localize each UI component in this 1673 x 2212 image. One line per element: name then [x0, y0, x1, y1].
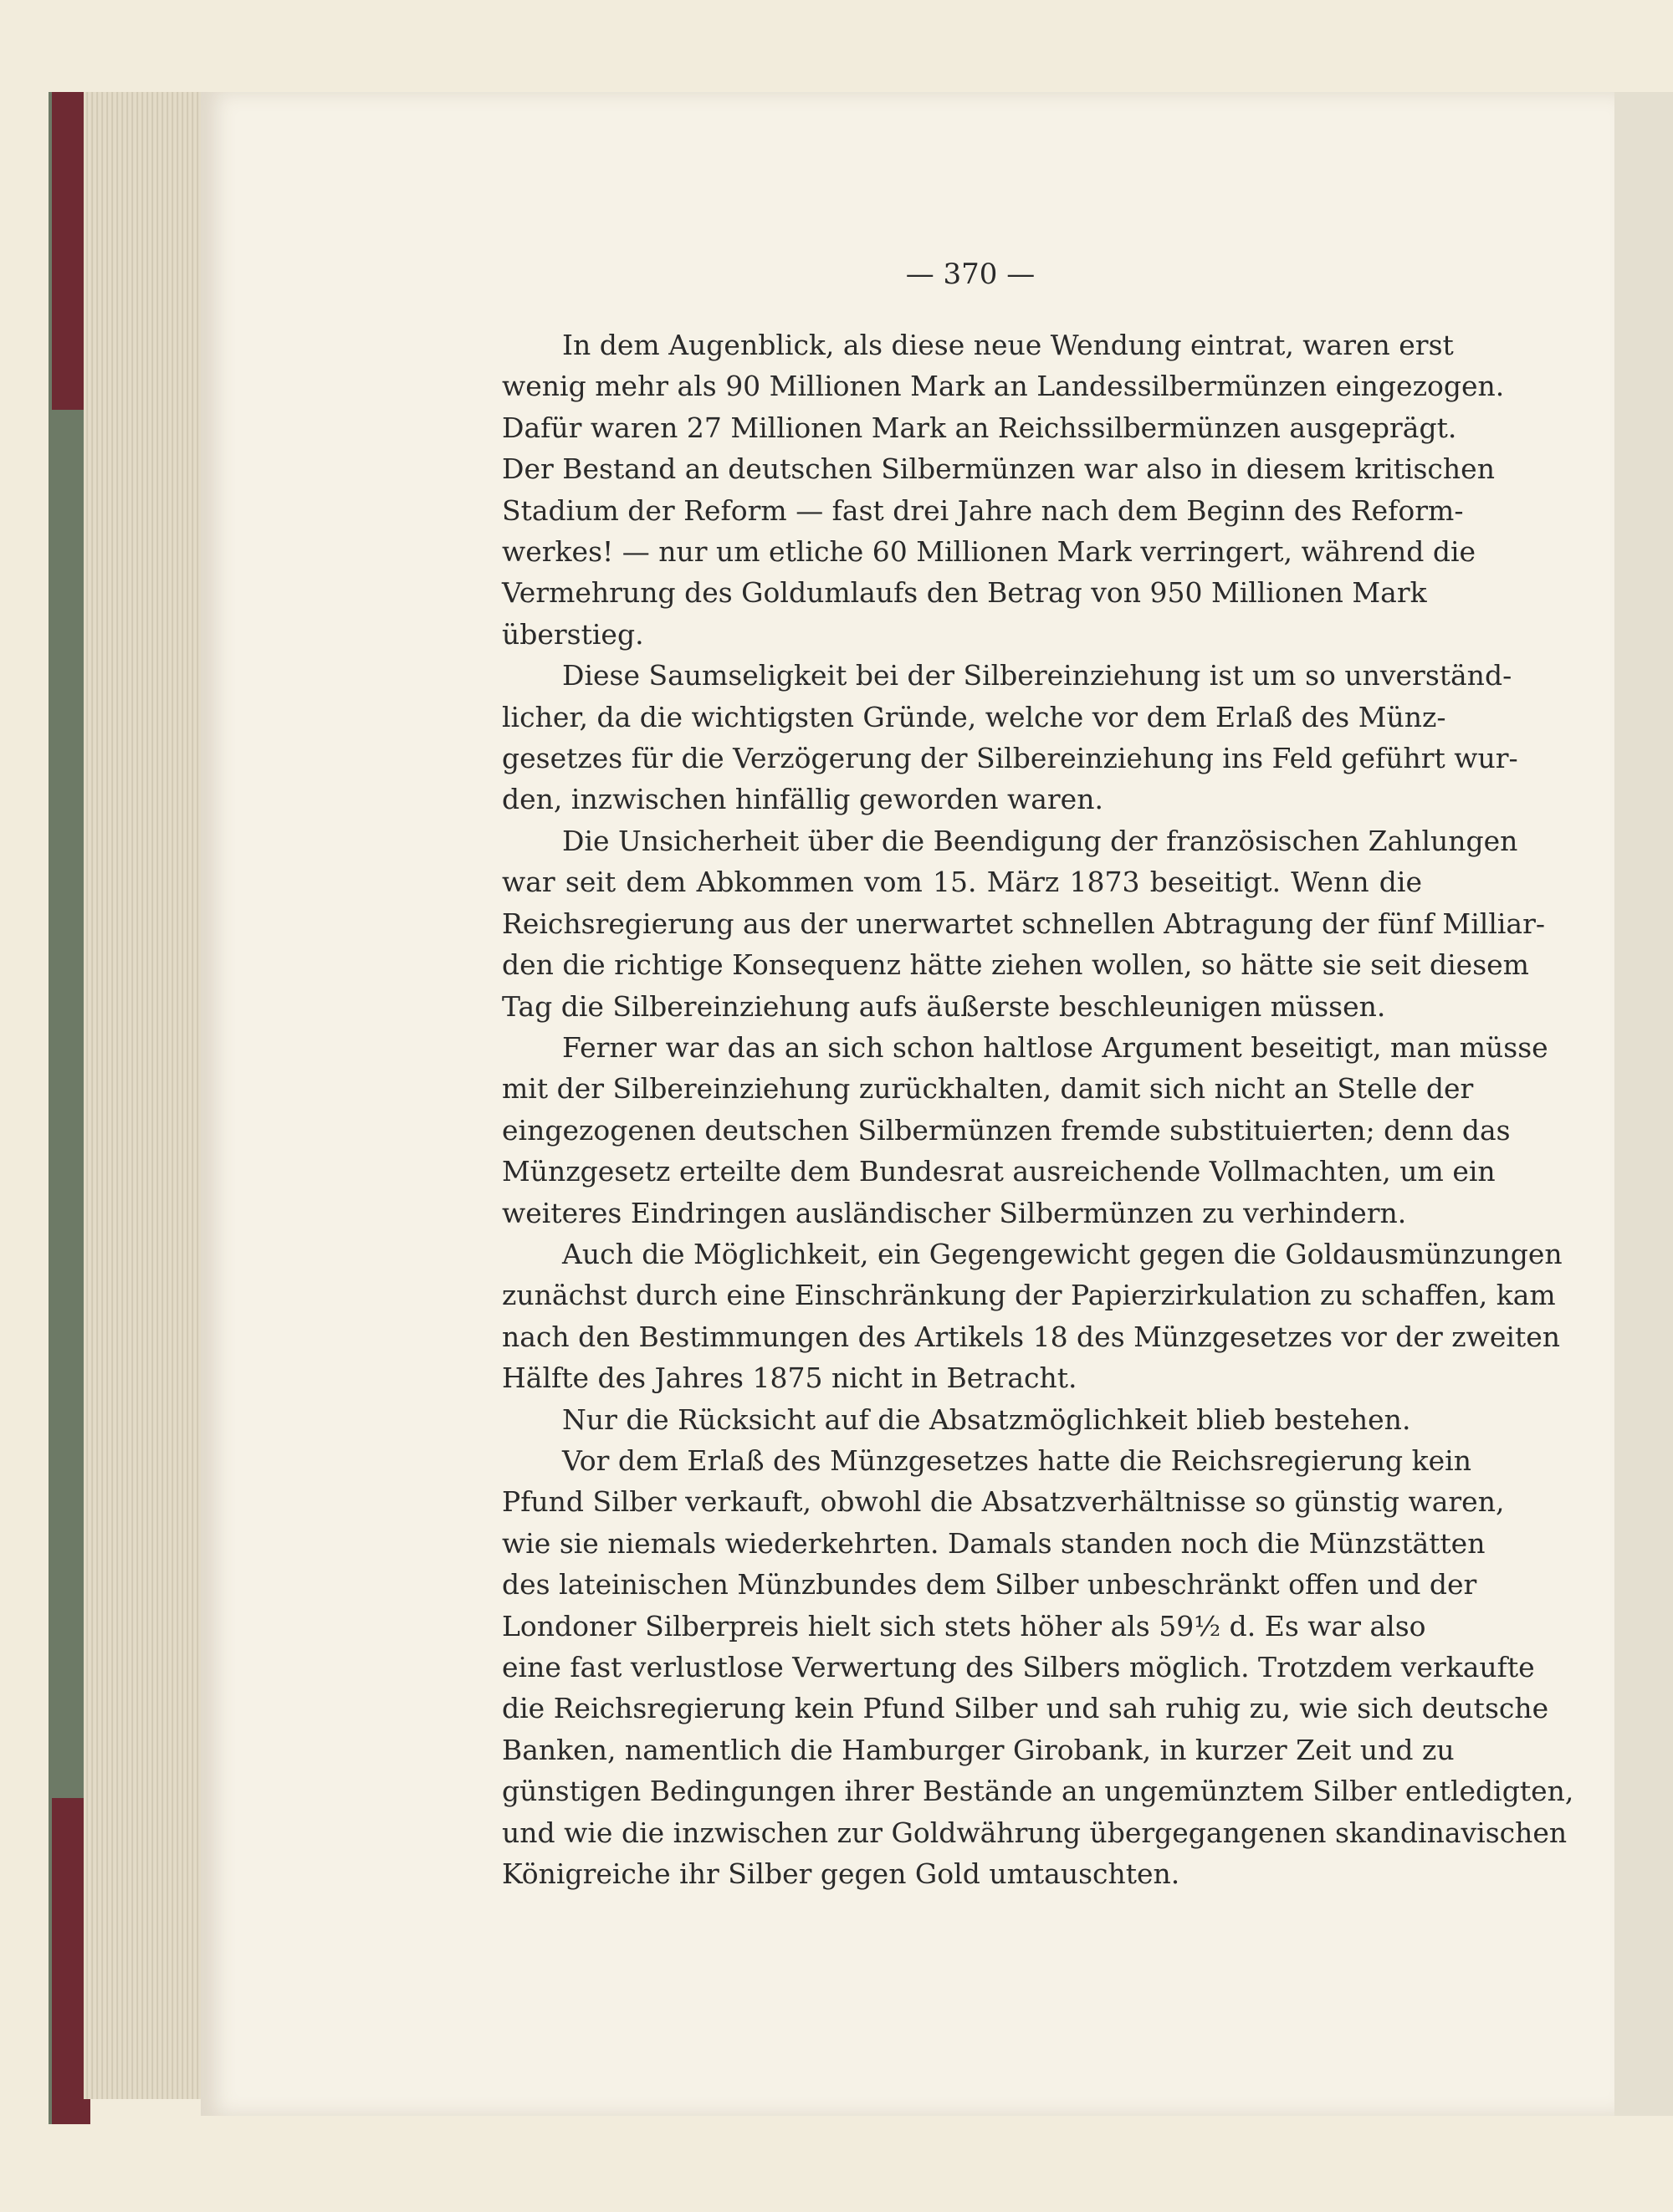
body-text — [502, 324, 1574, 1894]
text-line: Reichsregierung aus der unerwartet schnellen Abtragung der fünf Milliar- — [502, 907, 1546, 940]
text-line: und wie die inzwischen zur Goldwährung übergegangenen skandinavischen — [502, 1816, 1568, 1849]
text-line: Londoner Silberpreis hielt sich stets höher als 59½ d. Es war also — [502, 1609, 1426, 1642]
facing-page-edge — [1614, 92, 1673, 2116]
text-line: Tag die Silbereinziehung aufs äußerste beschleunigen müssen. — [502, 989, 1386, 1023]
text-line: wie sie niemals wiederkehrten. Damals standen noch die Münzstätten — [502, 1526, 1486, 1560]
text-line: licher, da die wichtigsten Gründe, welche vor dem Erlaß des Münz- — [502, 700, 1446, 733]
text-line: Hälfte des Jahres 1875 nicht in Betracht. — [502, 1361, 1077, 1395]
text-line: eingezogenen deutschen Silbermünzen fremde substituierten; denn das — [502, 1113, 1511, 1147]
text-line: den die richtige Konsequenz hätte ziehen wollen, so hätte sie seit diesem — [502, 948, 1529, 982]
text-line: nach den Bestimmungen des Artikels 18 des Münzgesetzes vor der zweiten — [502, 1320, 1560, 1353]
text-line: Dafür waren 27 Millionen Mark an Reichssilbermünzen ausgeprägt. — [502, 411, 1457, 444]
text-line: zunächst durch eine Einschränkung der Papierzirkulation zu schaffen, kam — [502, 1279, 1556, 1312]
text-line: Der Bestand an deutschen Silbermünzen war also in diesem kritischen — [502, 452, 1495, 486]
text-line: Königreiche ihr Silber gegen Gold umtauschten. — [502, 1857, 1180, 1891]
text-line: Ferner war das an sich schon haltlose Argument beseitigt, man müsse — [562, 1030, 1548, 1064]
text-line: eine fast verlustlose Verwertung des Silbers möglich. Trotzdem verkaufte — [502, 1651, 1535, 1683]
text-line: Banken, namentlich die Hamburger Girobank, in kurzer Zeit und zu — [502, 1733, 1455, 1766]
text-line: Vor dem Erlaß des Münzgesetzes hatte die Reichsregierung kein — [562, 1443, 1471, 1477]
text-line: weiteres Eindringen ausländischer Silbermünzen zu verhindern. — [502, 1196, 1407, 1229]
text-line: In dem Augenblick, als diese neue Wendung eintrat, waren erst — [562, 329, 1454, 361]
text-line: war seit dem Abkommen vom 15. März 1873 beseitigt. Wenn die — [502, 866, 1422, 899]
text-line: überstieg. — [502, 617, 644, 651]
text-line: Nur die Rücksicht auf die Absatzmöglichkeit blieb bestehen. — [562, 1402, 1411, 1436]
text-line: mit der Silbereinziehung zurückhalten, damit sich nicht an Stelle der — [502, 1072, 1474, 1106]
text-line: Pfund Silber verkauft, obwohl die Absatzverhältnisse so günstig waren, — [502, 1485, 1505, 1519]
text-line: den, inzwischen hinfällig geworden waren. — [502, 783, 1103, 816]
text-line: wenig mehr als 90 Millionen Mark an Landessilbermünzen eingezogen. — [502, 370, 1505, 403]
page-edges — [84, 92, 201, 2099]
text-line: werkes! — nur um etliche 60 Millionen Mark verringert, während die — [502, 535, 1476, 569]
text-line: Vermehrung des Goldumlaufs den Betrag von 950 Millionen Mark — [502, 576, 1427, 610]
text-line: Diese Saumseligkeit bei der Silbereinziehung ist um so unverständ- — [562, 659, 1512, 692]
text-line: des lateinischen Münzbundes dem Silber unbeschränkt offen und der — [502, 1568, 1477, 1602]
text-line: Münzgesetz erteilte dem Bundesrat ausreichende Vollmachten, um ein — [502, 1155, 1496, 1188]
page-number: — 370 — — [905, 258, 1036, 291]
text-line: Die Unsicherheit über die Beendigung der französischen Zahlungen — [562, 824, 1518, 857]
text-line: die Reichsregierung kein Pfund Silber und sah ruhig zu, wie sich deutsche — [502, 1692, 1549, 1725]
text-line: Stadium der Reform — fast drei Jahre nach dem Beginn des Reform- — [502, 493, 1464, 527]
text-line: günstigen Bedingungen ihrer Bestände an ungemünztem Silber entledigten, — [502, 1775, 1574, 1808]
text-line: gesetzes für die Verzögerung der Silbereinziehung ins Feld geführt wur- — [502, 742, 1518, 775]
text-line: Auch die Möglichkeit, ein Gegengewicht gegen die Goldausmünzungen — [562, 1237, 1563, 1270]
